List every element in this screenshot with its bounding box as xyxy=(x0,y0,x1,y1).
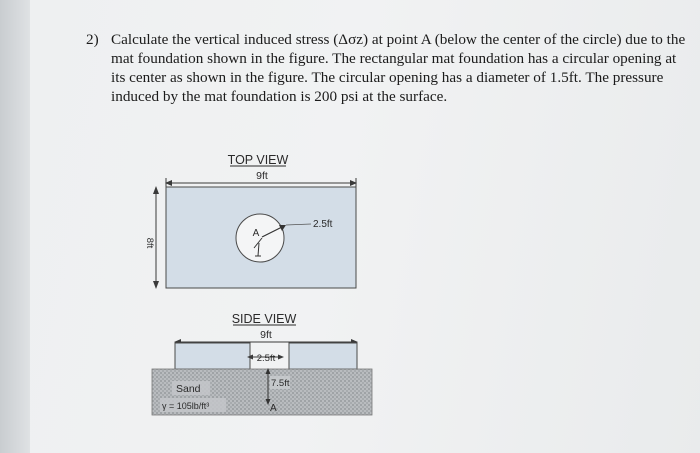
mat-slab-right xyxy=(289,343,357,369)
problem-number: 2) xyxy=(86,31,99,48)
problem-line-3: its center as shown in the figure. The circular opening has a diameter of 1.5ft. The pressure xyxy=(111,69,664,86)
side-view-width-label: 9ft xyxy=(260,329,272,341)
top-view-offset-label: 2.5ft xyxy=(313,219,333,230)
side-view-opening-label: 2.5ft xyxy=(256,353,276,364)
top-view-width-label: 9ft xyxy=(256,170,268,182)
side-view-point-a: A xyxy=(270,403,277,414)
circular-opening xyxy=(236,214,284,262)
side-view-title: SIDE VIEW xyxy=(231,312,297,326)
problem-line-4: induced by the mat foundation is 200 psi at the surface. xyxy=(111,88,448,105)
top-view-height-label: 8ft xyxy=(144,237,155,249)
top-view-title: TOP VIEW xyxy=(227,153,289,167)
side-view xyxy=(152,312,372,415)
problem-line-2: mat foundation shown in the figure. The rectangular mat foundation has a circular opening at xyxy=(111,50,677,67)
arrow-right-icon xyxy=(278,355,284,360)
problem-line-1: Calculate the vertical induced stress (Δσz) at point A (below the center of the circle) due to the xyxy=(111,31,686,48)
mat-slab-left xyxy=(175,343,250,369)
arrow-down-icon xyxy=(153,281,159,289)
side-view-unit-weight-label: γ = 105lb/ft³ xyxy=(162,401,210,411)
side-view-soil-label: Sand xyxy=(176,383,201,395)
arrow-up-icon xyxy=(153,186,159,194)
top-view-point-a: A xyxy=(252,228,260,239)
side-view-depth-label: 7.5ft xyxy=(271,378,290,389)
top-view xyxy=(144,153,357,289)
